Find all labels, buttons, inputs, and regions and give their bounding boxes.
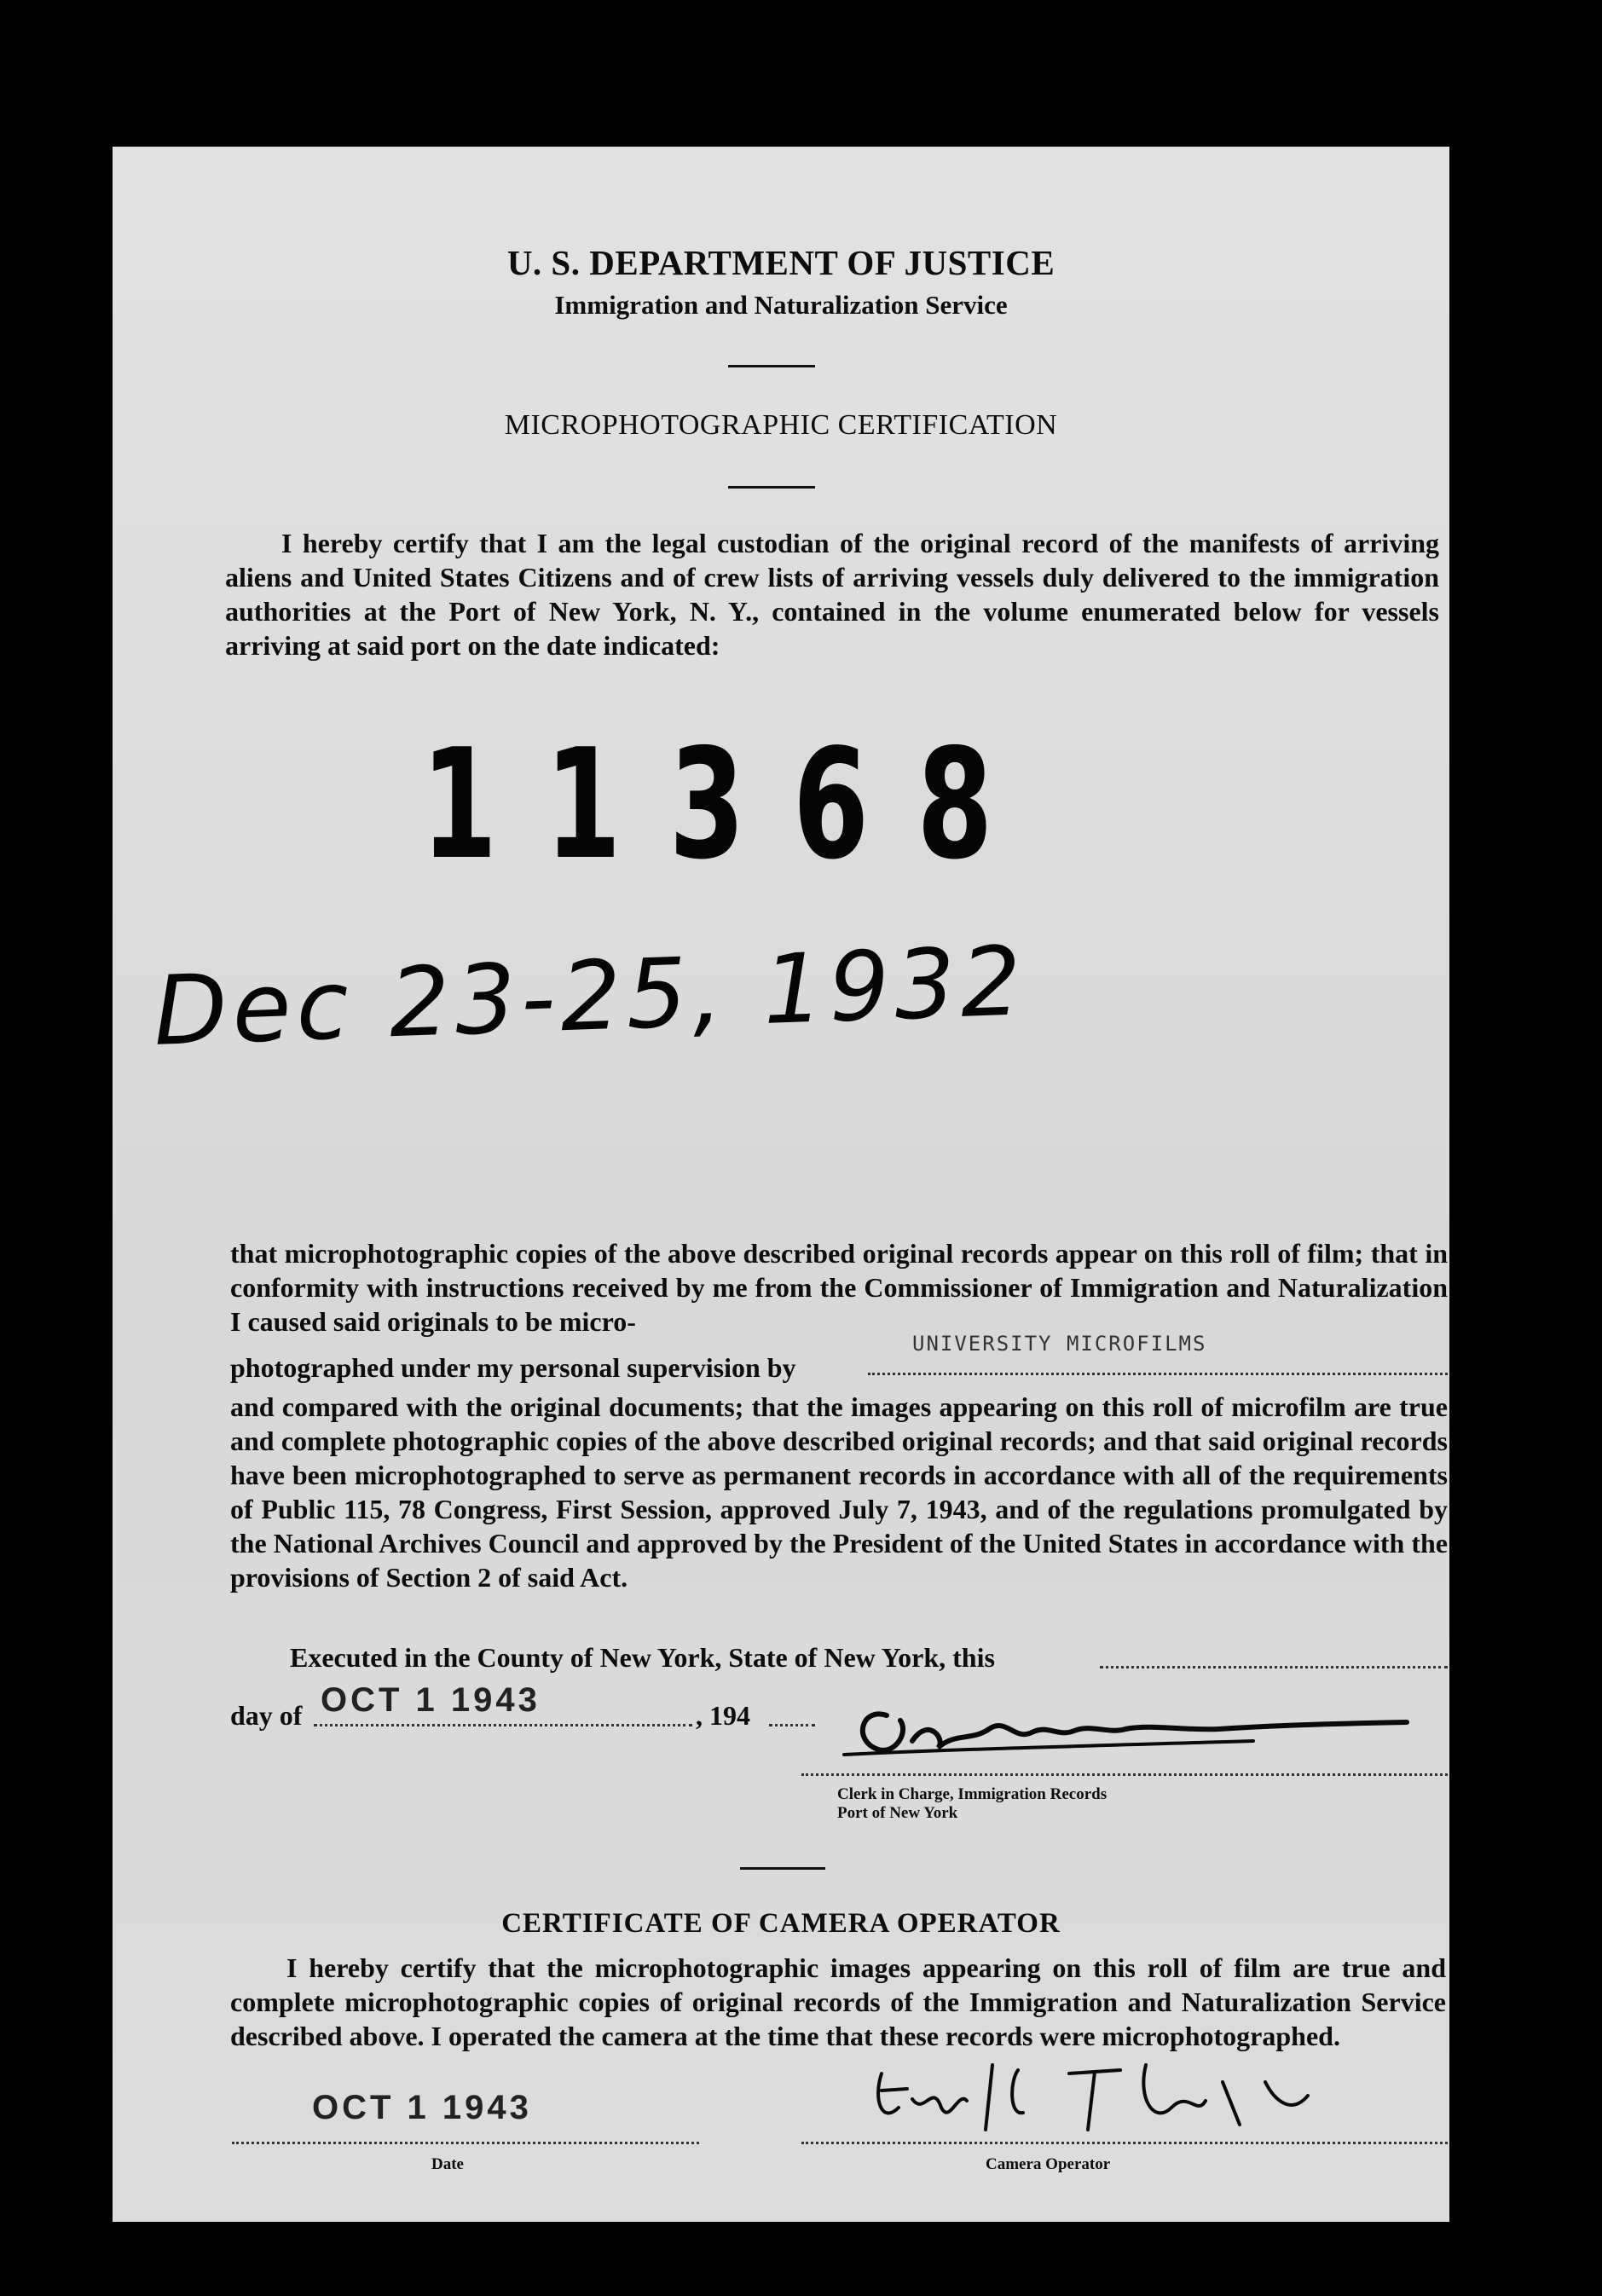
photographer-fill-line (868, 1373, 1448, 1375)
records-text-b: and compared with the original documents; that the images appearing on this roll of microfilm are true and complete photographic copies of the above described original records; and that said original records have been microphotographed to serve as permanent records in accordance with all of the requirements of Public 115, 78 Congress, First Session, approved July 7, 1943, and of the regulations promulgated by the National Archives Council and approved by the President of the United States in accordance with the provisions of Section 2 of said Act. (230, 1391, 1448, 1593)
camera-operator-signature (865, 2048, 1342, 2142)
divider (728, 486, 815, 489)
clerk-signature-line (801, 1773, 1448, 1776)
date-fill-line (232, 2142, 699, 2144)
handwritten-date: Dec 23-25, 1932 (152, 926, 1028, 1067)
day-of-date-stamp: OCT 1 1943 (321, 1681, 541, 1719)
handwritten-volume-number: 11368 (421, 716, 1041, 893)
service-subheading: Immigration and Naturalization Service (554, 290, 1008, 320)
year-label: , 194 (696, 1700, 750, 1731)
records-paragraph-a (230, 1236, 1448, 1339)
day-of-fill-line (314, 1724, 692, 1726)
records-paragraph-b (230, 1390, 1448, 1594)
executed-line-label: Executed in the County of New York, State of New York, this (290, 1642, 995, 1673)
camera-operator-paragraph (230, 1951, 1446, 2053)
clerk-title-2: Port of New York (837, 1804, 958, 1822)
clerk-signature (827, 1681, 1415, 1767)
divider (728, 365, 815, 367)
operator-date-stamp: OCT 1 1943 (312, 2089, 532, 2126)
photographer-typed-name: UNIVERSITY MICROFILMS (912, 1332, 1207, 1356)
custodian-text: I hereby certify that I am the legal custodian of the original record of the manifests of arriving aliens and United States Citizens and of crew lists of arriving vessels duly delivered to the immigration authorities at the Port of New York, N. Y., contained in the volume enumerated below for vessels arriving at said port on the date indicated: (225, 528, 1439, 661)
certification-title: MICROPHOTOGRAPHIC CERTIFICATION (504, 409, 1058, 441)
camera-operator-text: I hereby certify that the microphotographic images appearing on this roll of film are true and complete microphotographic copies of original records of the Immigration and Naturalization Service described above. I operated the camera at the time that these records were microphotographed. (230, 1952, 1446, 2051)
records-text-a: that microphotographic copies of the above described original records appear on this roll of film; that in conformity with instructions received by me from the Commissioner of Immigration and Naturalization I caused said originals to be micro- (230, 1238, 1448, 1337)
executed-fill-line (1100, 1666, 1448, 1669)
operator-signature-line (801, 2142, 1448, 2144)
date-label: Date (431, 2155, 464, 2173)
certificate-sheet (113, 147, 1449, 2222)
day-of-label: day of (230, 1700, 303, 1731)
divider (740, 1867, 825, 1870)
camera-operator-label: Camera Operator (986, 2155, 1111, 2173)
camera-operator-title: CERTIFICATE OF CAMERA OPERATOR (501, 1908, 1061, 1939)
photographer-line-label: photographed under my personal supervision by (230, 1352, 796, 1383)
department-heading: U. S. DEPARTMENT OF JUSTICE (506, 243, 1055, 282)
clerk-title-1: Clerk in Charge, Immigration Records (837, 1785, 1108, 1803)
year-fill-line (769, 1724, 815, 1726)
custodian-paragraph (225, 526, 1439, 662)
